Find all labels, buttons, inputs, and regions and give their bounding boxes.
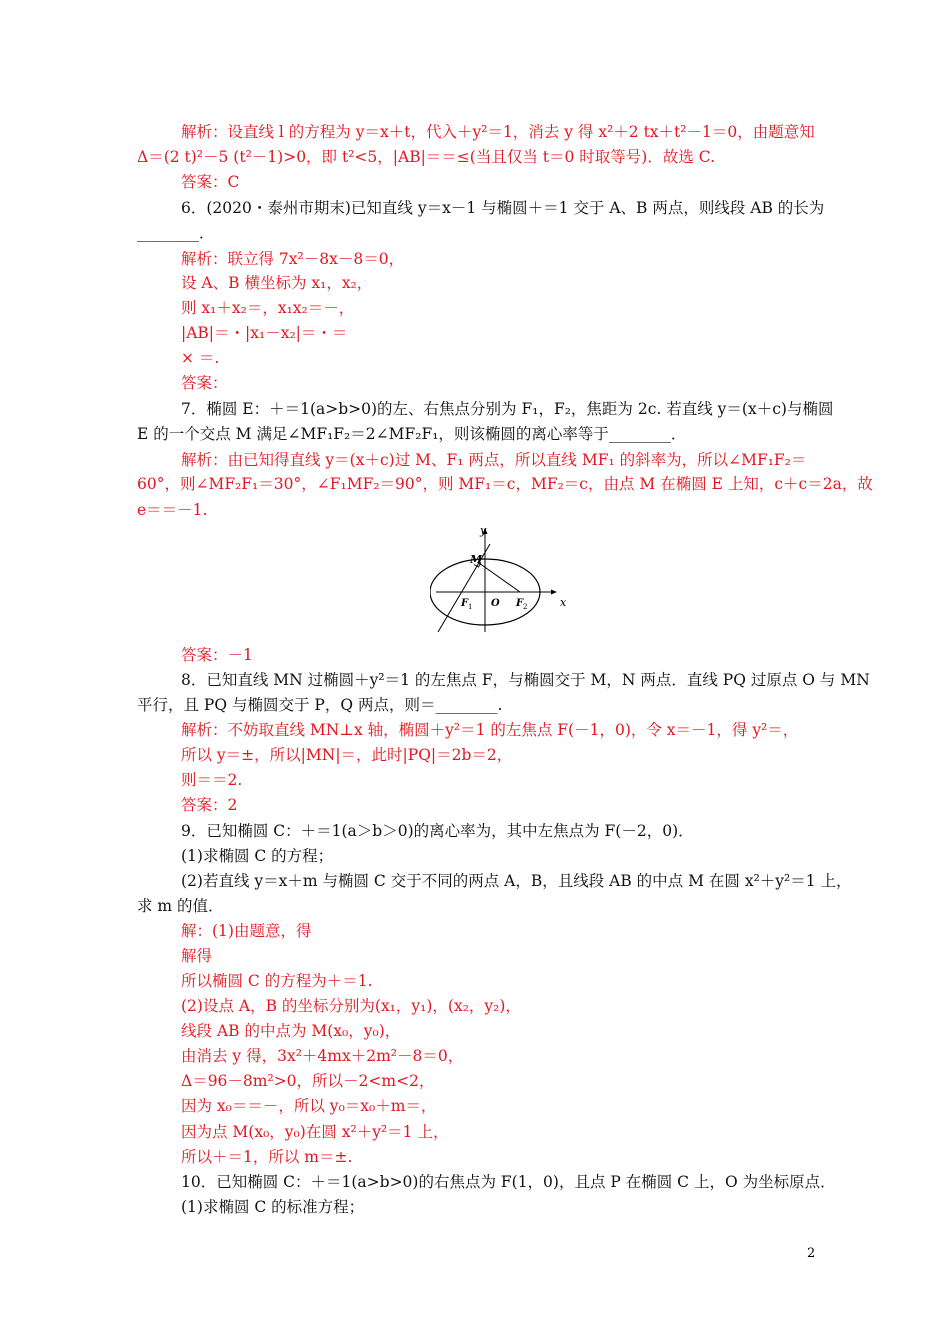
question-9-line-1: 9．已知椭圆 C：＋＝1(a＞b＞0)的离心率为，其中左焦点为 F(－2，0)． [181, 822, 694, 840]
answer-8: 答案：2 [181, 796, 238, 814]
x-axis-arrow [551, 590, 557, 595]
solution-9-line-7: Δ＝96－8m²>0，所以－2<m<2， [181, 1072, 435, 1090]
solution-6-line-4: |AB|＝・|x₁－x₂|＝・＝ [181, 324, 348, 342]
solution-9-line-2: 解得 [181, 947, 213, 965]
answer-6: 答案： [181, 374, 228, 392]
label-f1-sub: 1 [468, 603, 473, 611]
question-7-line-2: E 的一个交点 M 满足∠MF₁F₂＝2∠MF₂F₁，则该椭圆的离心率等于________． [137, 425, 687, 443]
question-10-line-1: 10．已知椭圆 C：＋＝1(a>b>0)的右焦点为 F(1，0)，且点 P 在椭圆 C 上，O 为坐标原点． [181, 1173, 836, 1191]
page-number: 2 [807, 1246, 816, 1261]
line-f1-m [438, 544, 490, 632]
solution-8-line-3: 则＝＝2. [181, 771, 243, 789]
solution-9-line-5: 线段 AB 的中点为 M(x₀，y₀)， [181, 1022, 401, 1040]
solution-5-line-2: Δ＝(2 t)²－5 (t²－1)>0，即 t²<5，|AB|＝＝≤(当且仅当 t＝0 时取等号)．故选 C. [137, 148, 715, 166]
solution-9-line-10: 所以＋＝1，所以 m＝±. [181, 1148, 353, 1166]
solution-7-line-3: e＝＝－1. [137, 501, 208, 519]
question-9-part-2-line-2: 求 m 的值． [137, 897, 224, 915]
label-m: M [470, 553, 483, 566]
question-9-part-1: (1)求椭圆 C 的方程； [181, 847, 334, 865]
question-8-line-2: 平行，且 PQ 与椭圆交于 P，Q 两点，则＝________. [137, 696, 503, 714]
solution-9-line-4: (2)设点 A，B 的坐标分别为(x₁，y₁)，(x₂，y₂)， [181, 997, 521, 1015]
solution-8-line-2: 所以 y＝±，所以|MN|＝，此时|PQ|＝2b＝2， [181, 746, 513, 764]
solution-5-line-1: 解析：设直线 l 的方程为 y＝x＋t，代入＋y²＝1，消去 y 得 x²＋2 tx＋t²－1＝0，由题意知 [181, 123, 815, 141]
solution-6-line-1: 解析：联立得 7x²－8x－8＝0， [181, 250, 405, 268]
question-6-line-2: ________． [137, 224, 215, 242]
answer-7: 答案：－1 [181, 646, 253, 664]
question-9-part-2-line-1: (2)若直线 y＝x＋m 与椭圆 C 交于不同的两点 A，B，且线段 AB 的中点 M 在圆 x²＋y²＝1 上， [181, 872, 852, 890]
solution-9-line-6: 由消去 y 得，3x²＋4mx＋2m²－8＝0， [181, 1047, 464, 1065]
solution-7-line-1: 解析：由已知得直线 y＝(x＋c)过 M、F₁ 两点，所以直线 MF₁ 的斜率为，所以∠MF₁F₂＝ [181, 451, 807, 469]
label-x: x [560, 596, 567, 609]
question-10-part-1: (1)求椭圆 C 的标准方程； [181, 1198, 365, 1216]
solution-6-line-3: 则 x₁＋x₂＝，x₁x₂＝－， [181, 299, 355, 317]
label-f2-sub: 2 [523, 603, 528, 611]
question-7-line-1: 7．椭圆 E：＋＝1(a>b>0)的左、右焦点分别为 F₁，F₂，焦距为 2c. 若直线 y＝(x＋c)与椭圆 [181, 400, 834, 418]
label-o: O [491, 598, 500, 609]
solution-8-line-1: 解析：不妨取直线 MN⊥x 轴，椭圆＋y²＝1 的左焦点 F(－1，0)，令 x＝－1，得 y²＝， [181, 721, 799, 739]
solution-9-line-3: 所以椭圆 C 的方程为＋＝1. [181, 972, 373, 990]
label-f2: F [516, 598, 524, 609]
label-f1: F [461, 598, 469, 609]
question-6-line-1: 6．(2020・泰州市期末)已知直线 y＝x－1 与椭圆＋＝1 交于 A、B 两点，则线段 AB 的长为 [181, 199, 825, 217]
solution-6-line-2: 设 A、B 横坐标为 x₁，x₂， [181, 274, 373, 292]
question-8-line-1: 8．已知直线 MN 过椭圆＋y²＝1 的左焦点 F，与椭圆交于 M，N 两点．直线 PQ 过原点 O 与 MN [181, 671, 870, 689]
solution-9-line-8: 因为 x₀＝＝－，所以 y₀＝x₀＋m＝， [181, 1097, 437, 1115]
solution-6-line-5: × ＝. [181, 349, 220, 367]
solution-7-line-2: 60°，则∠MF₂F₁＝30°，∠F₁MF₂＝90°，则 MF₁＝c，MF₂＝c，由点 M 在椭圆 E 上知，c＋c＝2a，故 [137, 475, 873, 493]
ellipse-figure [430, 524, 570, 636]
solution-9-line-1: 解：(1)由题意，得 [181, 922, 312, 940]
answer-5: 答案：C [181, 173, 240, 191]
label-y: y [480, 524, 487, 537]
solution-9-line-9: 因为点 M(x₀，y₀)在圆 x²＋y²＝1 上， [181, 1123, 449, 1141]
